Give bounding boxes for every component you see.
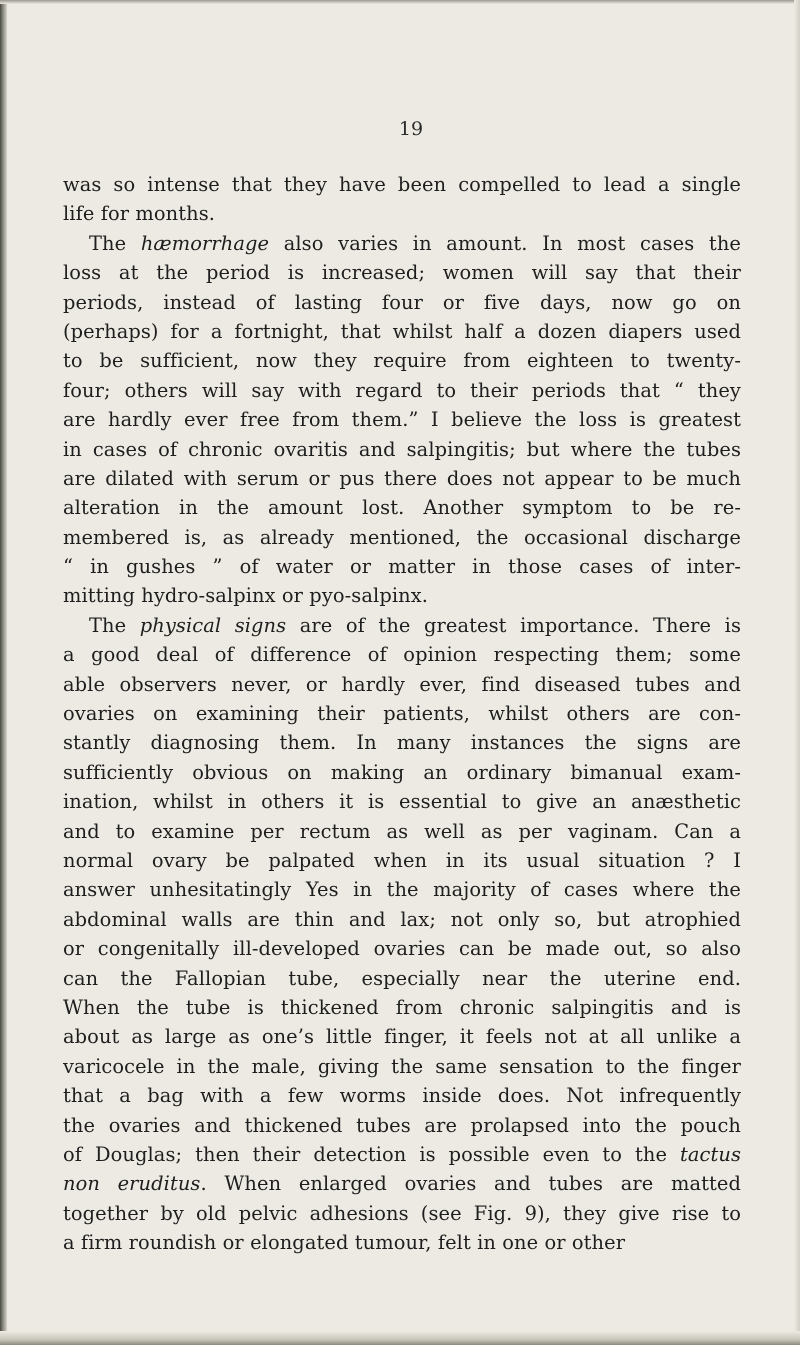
text-segment: varicocele in the male, giving the same sensation to the finger <box>63 1054 741 1078</box>
text-segment: the ovaries and thickened tubes are prolapsed into the pouch <box>63 1113 741 1137</box>
text-segment: are hardly ever free from them.” I believe the loss is greatest <box>63 408 741 432</box>
text-line <box>63 552 741 581</box>
text-line <box>63 229 741 258</box>
text-line <box>63 964 741 993</box>
text-line <box>63 376 741 405</box>
text-segment: loss at the period is increased; women will say that their <box>63 261 741 285</box>
text-line <box>63 523 741 552</box>
text-segment: about as large as one’s little finger, it feels not at all unlike a <box>63 1025 741 1049</box>
text-segment: life for months. <box>63 202 216 226</box>
text-segment: periods, instead of lasting four or five days, now go on <box>63 290 741 314</box>
text-segment: abdominal walls are thin and lax; not only so, but atrophied <box>63 907 741 931</box>
text-line <box>63 699 741 728</box>
text-line <box>63 288 741 317</box>
text-segment: membered is, as already mentioned, the occasional discharge <box>63 525 741 549</box>
text-line <box>63 787 741 816</box>
page-bottom-edge <box>0 1331 800 1345</box>
text-segment: in cases of chronic ovaritis and salpingitis; but where the tubes <box>63 437 741 461</box>
text-line <box>63 464 741 493</box>
text-segment: or congenitally ill-developed ovaries can be made out, so also <box>63 937 741 961</box>
text-segment: (perhaps) for a fortnight, that whilst half a dozen diapers used <box>63 319 741 343</box>
text-line <box>63 405 741 434</box>
text-segment: ovaries on examining their patients, whilst others are con- <box>63 702 741 726</box>
page-right-edge <box>794 0 800 1345</box>
text-segment: and to examine per rectum as well as per vaginam. Can a <box>63 819 741 843</box>
text-segment: also varies in amount. In most cases the <box>269 231 741 255</box>
text-segment: The <box>89 613 140 637</box>
text-segment: normal ovary be palpated when in its usual situation ? I <box>63 848 741 872</box>
page-top-edge <box>0 0 800 4</box>
text-line <box>63 758 741 787</box>
text-segment: alteration in the amount lost. Another symptom to be re- <box>63 496 741 520</box>
text-segment: are of the greatest importance. There is <box>286 613 742 637</box>
text-line <box>63 493 741 522</box>
text-line <box>63 1052 741 1081</box>
page-binding-edge <box>0 0 7 1345</box>
text-segment: able observers never, or hardly ever, find diseased tubes and <box>63 672 741 696</box>
text-segment: non eruditus <box>63 1172 201 1196</box>
text-segment: ination, whilst in others it is essential to give an anæsthetic <box>63 790 741 814</box>
text-segment: of Douglas; then their detection is possible even to the <box>63 1142 680 1166</box>
text-line <box>63 934 741 963</box>
text-segment: can the Fallopian tube, especially near the uterine end. <box>63 966 741 990</box>
text-line <box>63 1140 741 1169</box>
text-line <box>63 1081 741 1110</box>
text-segment: that a bag with a few worms inside does. Not infrequently <box>63 1084 741 1108</box>
text-line <box>63 199 741 228</box>
text-line <box>63 611 741 640</box>
text-line <box>63 905 741 934</box>
text-segment: four; others will say with regard to their periods that “ they <box>63 378 741 402</box>
text-line <box>63 317 741 346</box>
text-line <box>63 346 741 375</box>
text-segment: The <box>89 231 141 255</box>
text-segment: mitting hydro-salpinx or pyo-salpinx. <box>63 584 429 608</box>
text-line <box>63 817 741 846</box>
text-segment: When the tube is thickened from chronic salpingitis and is <box>63 995 741 1019</box>
text-segment: was so intense that they have been compelled to lead a single <box>63 173 741 196</box>
text-segment: a good deal of difference of opinion respecting them; some <box>63 643 741 667</box>
page-number: 19 <box>398 118 424 140</box>
text-segment: together by old pelvic adhesions (see Fig. 9), they give rise to <box>63 1201 741 1225</box>
text-segment: stantly diagnosing them. In many instances the signs are <box>63 731 741 755</box>
text-line <box>63 875 741 904</box>
text-line <box>63 1199 741 1228</box>
text-segment: physical signs <box>139 613 287 637</box>
text-line <box>63 1228 741 1257</box>
text-segment: answer unhesitatingly Yes in the majority of cases where the <box>63 878 741 902</box>
text-line <box>63 670 741 699</box>
text-segment: a firm roundish or elongated tumour, felt in one or other <box>63 1231 626 1255</box>
text-segment: “ in gushes ” of water or matter in those cases of inter- <box>63 555 741 579</box>
text-line <box>63 1022 741 1051</box>
text-line <box>63 640 741 669</box>
text-line <box>63 170 741 199</box>
body-text <box>63 170 741 1257</box>
text-line <box>63 728 741 757</box>
text-segment: hæmorrhage <box>140 231 270 255</box>
text-segment: sufficiently obvious on making an ordinary bimanual exam- <box>63 760 741 784</box>
text-line <box>63 258 741 287</box>
text-line <box>63 1111 741 1140</box>
text-line <box>63 435 741 464</box>
text-segment: tactus <box>679 1142 741 1166</box>
text-line <box>63 581 741 610</box>
text-segment: to be sufficient, now they require from eighteen to twenty- <box>63 349 741 373</box>
text-line <box>63 846 741 875</box>
text-line <box>63 993 741 1022</box>
text-segment: are dilated with serum or pus there does not appear to be much <box>63 466 741 490</box>
text-line <box>63 1169 741 1198</box>
text-segment: . When enlarged ovaries and tubes are matted <box>200 1172 741 1196</box>
